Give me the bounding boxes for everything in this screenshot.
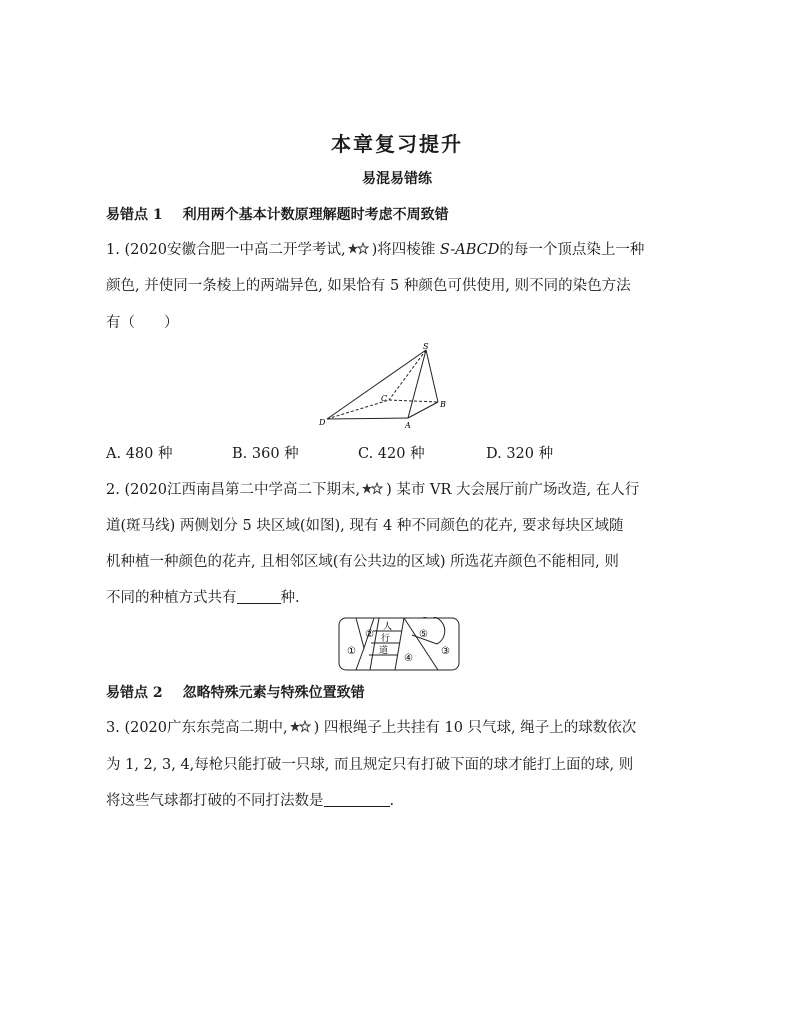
difficulty-stars-icon (362, 482, 384, 496)
page-subtitle: 易混易错练 (362, 171, 432, 187)
q3-line-3 (106, 791, 394, 811)
section-text: 忽略特殊元素与特殊位置致错 (182, 685, 365, 701)
q1-text-b: 的每一个顶点染上一种 (499, 242, 645, 258)
q3-source: 3. (2020广东东莞高二期中, (106, 720, 288, 736)
option-c: C. 420 种 (358, 446, 425, 462)
q1-pyramid-name: S-ABCD (439, 242, 500, 258)
region-label-2: ② (365, 629, 374, 640)
q2-line-2: 道(斑马线) 两侧划分 5 块区域(如图), 现有 4 种不同颜色的花卉, 要求每块区域随 (106, 518, 624, 534)
section-heading-1 (106, 204, 449, 224)
option-d: D. 320 种 (486, 446, 554, 462)
q2-line-3: 机种植一种颜色的花卉, 且相邻区域(有公共边的区域) 所选花卉颜色不能相同, 则 (106, 554, 619, 570)
q2-source: 2. (2020江西南昌第二中学高二下期末, (106, 482, 361, 498)
pyramid-diagram (310, 340, 490, 434)
walkway-label-2: 行 (381, 634, 391, 644)
option-b: B. 360 种 (232, 446, 299, 462)
q1-line-2: 颜色, 并使同一条棱上的两端异色, 如果恰有 5 种颜色可供使用, 则不同的染色方法 (106, 278, 631, 294)
vertex-label-a: A (405, 421, 411, 430)
vertex-label-s: S (423, 342, 429, 351)
q1-source: 1. (2020安徽合肥一中高二开学考试, (106, 242, 346, 258)
section-heading-2 (106, 682, 365, 702)
q3-text-a: ) 四根绳子上共挂有 10 只气球, 绳子上的球数依次 (313, 720, 637, 736)
region-label-4: ④ (404, 653, 413, 664)
q1-line-3: 有（ ） (106, 315, 179, 331)
vertex-label-c: C (381, 394, 388, 403)
q1-text-a: )将四棱锥 (371, 242, 440, 258)
region-label-1: ① (347, 646, 356, 657)
q2-text-b: 不同的种植方式共有 (106, 590, 237, 606)
answer-blank[interactable] (237, 589, 281, 604)
answer-blank[interactable] (324, 792, 390, 807)
q3-text-c: . (389, 793, 395, 809)
vertex-label-b: B (440, 400, 446, 409)
region-label-5: ⑤ (419, 629, 428, 640)
q3-text-b: 将这些气球都打破的不同打法数是 (106, 793, 324, 809)
region-label-3: ③ (441, 646, 450, 657)
walkway-label-1: 人 (383, 622, 393, 632)
q2-line-4 (106, 588, 300, 608)
q1-line-1 (106, 240, 644, 260)
q2-text-a: ) 某市 VR 大会展厅前广场改造, 在人行 (386, 482, 640, 498)
option-a: A. 480 种 (106, 446, 173, 462)
q2-text-c: 种. (280, 590, 300, 606)
difficulty-stars-icon (348, 242, 370, 256)
section-label: 易错点 1 (106, 207, 163, 223)
page-title: 本章复习提升 (331, 132, 463, 156)
difficulty-stars-icon (290, 720, 312, 734)
section-label: 易错点 2 (106, 685, 163, 701)
q3-line-2: 为 1, 2, 3, 4,每枪只能打破一只球, 而且规定只有打破下面的球才能打上面的球, 则 (106, 757, 634, 773)
q3-line-1 (106, 718, 636, 738)
q2-line-1 (106, 480, 639, 500)
section-text: 利用两个基本计数原理解题时考虑不周致错 (182, 207, 449, 223)
vertex-label-d: D (319, 418, 326, 427)
walkway-label-3: 道 (379, 646, 389, 656)
region-diagram (338, 617, 460, 671)
